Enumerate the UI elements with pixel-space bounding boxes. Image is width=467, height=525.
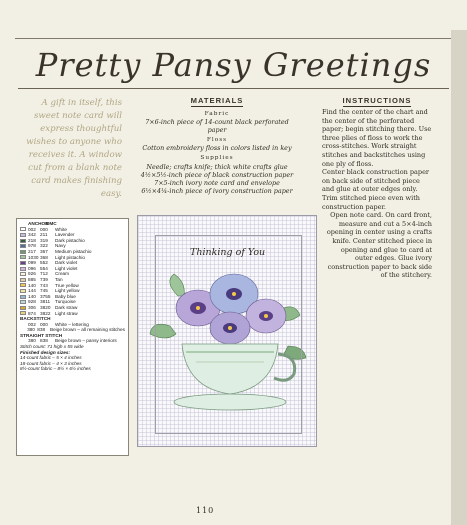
color-swatch (20, 295, 26, 299)
color-name: Dark straw (55, 304, 78, 310)
anchor-number: 885 (28, 276, 36, 282)
color-key (16, 218, 129, 456)
dmc-number: 745 (40, 288, 48, 294)
page-number: 110 (196, 506, 215, 515)
anchor-number: 217 (28, 248, 36, 254)
color-name: Light violet (55, 265, 78, 271)
top-border (15, 38, 451, 39)
color-swatch (20, 311, 26, 315)
dmc-number: 3755 (40, 293, 51, 299)
dmc-number: 000 (40, 321, 48, 327)
anchor-number: 1030 (28, 254, 39, 260)
dmc-number: 712 (40, 271, 48, 277)
floss-label: Floss (206, 137, 228, 144)
key-header: ANCHOR DMC (28, 221, 57, 226)
dmc-number: 739 (40, 276, 48, 282)
anchor-number: 096 (28, 265, 36, 271)
size-item: 18-count fabric – 4 × 3 inches (20, 360, 82, 366)
supply-item: 6½×4¼-inch piece of ivory construction paper (141, 186, 293, 195)
color-swatch (20, 272, 26, 276)
straight-stitch-label: STRAIGHT STITCH (20, 332, 63, 338)
size-item: 8½-count fabric – 8½ × 6½ inches (20, 366, 91, 372)
color-name: White – lettering (55, 321, 89, 327)
color-name: Lavender (55, 232, 75, 238)
page-gutter (451, 30, 467, 525)
instructions-block (322, 108, 432, 280)
color-name: Navy (55, 243, 66, 249)
anchor-number: 926 (28, 271, 36, 277)
color-swatch (20, 278, 26, 282)
materials-heading: MATERIALS (190, 96, 244, 105)
color-swatch (20, 339, 26, 343)
color-swatch (20, 250, 26, 254)
anchor-number: 099 (28, 260, 36, 266)
color-swatch (20, 261, 26, 265)
anchor-number: 874 (28, 310, 36, 316)
color-swatch (20, 255, 26, 259)
dmc-number: 211 (40, 232, 48, 238)
color-name: Turquoise (55, 299, 76, 305)
dmc-number: 368 (40, 254, 48, 260)
anchor-number: 380 (28, 338, 36, 344)
anchor-number: 928 (28, 299, 36, 305)
supply-item: Needle; crafts knife; thick white crafts glue (146, 162, 288, 171)
materials-block (137, 108, 297, 195)
dmc-number: 3811 (40, 299, 51, 305)
size-item: 14-count fabric – 5 × 4 inches (20, 355, 82, 361)
finished-sizes-label: Finished design sizes: (20, 349, 71, 355)
page-title: Pretty Pansy Greetings (35, 46, 432, 84)
instructions-heading: INSTRUCTIONS (342, 96, 412, 105)
anchor-number: 306 (28, 304, 36, 310)
color-name: Tan (55, 276, 63, 282)
color-name: White (55, 226, 67, 232)
color-name: Beige brown – all remaining stitches (49, 327, 125, 333)
chart-inner-border (155, 235, 302, 434)
color-swatch (20, 244, 26, 248)
color-name: True yellow (55, 282, 79, 288)
dmc-number: 554 (40, 265, 48, 271)
color-name: Dark violet (55, 260, 78, 266)
color-name: Light straw (55, 310, 78, 316)
color-name: Dark pistachio (55, 237, 85, 243)
dmc-number: 322 (40, 243, 48, 249)
anchor-number: 218 (28, 237, 36, 243)
anchor-number: 380 (27, 327, 35, 333)
color-swatch (20, 239, 26, 243)
instruction-paragraph: Center black construction paper on back side of stitched piece and glue at outer edges only. Trim stitched piece even with construction paper. (322, 168, 430, 211)
dmc-number: 838 (40, 338, 48, 344)
instruction-paragraph: Open note card. On card front, measure and cut a 5×4-inch opening in center using a crafts knife. Center stitched piece in opening and glue to card at outer edges. Glue ivory construction paper to back side of the stitchery. (326, 211, 432, 280)
color-name: Baby blue (55, 293, 76, 299)
intro-text: A gift in itself, this sweet note card will express thoughtful wishes to anyone who receives it. A window cut from a blank note card makes finishing easy. (26, 98, 122, 199)
anchor-number: 978 (28, 243, 36, 249)
backstitch-label: BACKSTITCH (20, 316, 51, 322)
color-swatch (20, 300, 26, 304)
instruction-paragraph: Find the center of the chart and the center of the perforated paper; begin stitching there. Use three plies of floss to work the cross-stitches. Work straight stitches and backstitches using one ply of floss. (322, 108, 432, 168)
dmc-number: 319 (40, 237, 48, 243)
color-swatch (20, 289, 26, 293)
supply-item: 7×5-inch ivory note card and envelope (154, 178, 280, 187)
dmc-number: 367 (40, 248, 48, 254)
color-name: Light pistachio (55, 254, 85, 260)
dmc-number: 838 (37, 327, 46, 333)
color-name: Beige brown – pansy interiors (55, 338, 117, 344)
anchor-number: 342 (28, 232, 36, 238)
color-swatch (20, 283, 26, 287)
color-swatch (20, 322, 26, 326)
chart-caption: Thinking of You (190, 247, 266, 258)
dmc-number: 552 (40, 260, 48, 266)
color-swatch (20, 227, 26, 231)
color-name: Cream (55, 271, 70, 277)
dmc-number: 743 (40, 282, 48, 288)
fabric-label: Fabric (204, 111, 230, 117)
stitch-count: Stitch count: 71 high x 55 wide (20, 344, 84, 350)
anchor-number: 140 (28, 282, 36, 288)
supply-item: 4½×5½-inch piece of black construction paper (140, 170, 294, 179)
fabric-text: 7×6-inch piece of 14-count black perforated paper (145, 118, 289, 135)
anchor-number: 144 (28, 288, 36, 294)
floss-text: Cotton embroidery floss in colors listed in key (142, 144, 292, 153)
anchor-number: 002 (28, 321, 36, 327)
supplies-label: Supplies (200, 155, 234, 162)
color-name: Medium pistachio (55, 248, 92, 254)
dmc-number: 000 (40, 226, 48, 232)
color-swatch (20, 306, 26, 310)
title-rule (18, 88, 449, 89)
anchor-number: 002 (28, 226, 36, 232)
dmc-number: 3820 (40, 304, 51, 310)
anchor-number: 140 (28, 293, 36, 299)
color-swatch (20, 233, 26, 237)
color-name: Light yellow (55, 288, 80, 294)
dmc-number: 3822 (40, 310, 51, 316)
color-swatch (20, 328, 25, 332)
color-swatch (20, 267, 26, 271)
